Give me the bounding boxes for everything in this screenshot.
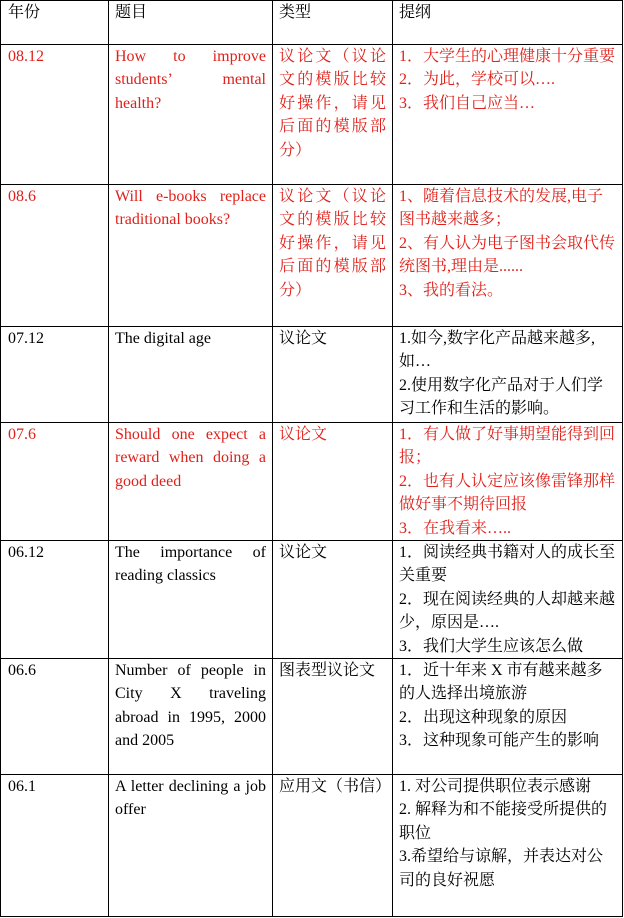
row-type: 议论文（议论文的模版比较好操作，请见后面的模版部分） [279,48,386,159]
row-topic: Will e-books replace traditional books? [115,188,266,229]
row-year: 06.1 [8,778,36,795]
row-outline [399,775,616,892]
row-type: 图表型议论文 [279,662,376,679]
table-rule-horizontal [0,916,623,917]
row-year: 06.12 [8,544,44,561]
row-topic: Number of people in City X traveling abroad in 1995, 2000 and 2005 [115,662,266,750]
row-topic: The importance of reading classics [115,544,266,585]
table-rule-vertical [108,0,109,917]
outline-point: 3．我们自己应当… [399,94,536,112]
header-topic: 题目 [115,4,148,21]
row-outline [399,185,616,302]
outline-point: 1、随着信息技术的发展,电子图书越来越多； [399,188,604,229]
outline-point: 1. 对公司提供职位表示感谢 [399,778,592,795]
outline-point: 1．近十年来 X 市有越来越多的人选择出境旅游 [399,662,603,703]
outline-point: 2. 解释为和不能接受所提供的职位 [399,801,608,842]
outline-point: 2．现在阅读经典的人却越来越少，原因是…. [399,590,616,632]
outline-point: 2．出现这种现象的原因 [399,708,568,726]
table-rule-vertical [392,0,393,917]
outline-point: 3．这种现象可能产生的影响 [399,732,600,750]
outline-point: 2．也有人认定应该像雷锋那样做好事不期待回报 [399,472,616,514]
row-year: 07.12 [8,330,44,347]
outline-point: 3、我的看法。 [399,281,504,299]
outline-point: 2、有人认为电子图书会取代传统图书,理由是...... [399,234,616,276]
row-type: 议论文（议论文的模版比较好操作，请见后面的模版部分） [279,188,386,299]
outline-point: 3．在我看来….. [399,519,512,537]
outline-point: 1．阅读经典书籍对人的成长至关重要 [399,544,616,585]
row-year: 08.6 [8,188,36,205]
row-topic: A letter declining a job offer [115,778,266,819]
row-outline [399,541,616,658]
outline-point: 3.希望给与谅解，并表达对公司的良好祝愿 [399,848,604,889]
row-year: 07.6 [8,426,36,443]
header-type: 类型 [279,4,312,21]
outline-point: 1.如今,数字化产品越来越多,如… [399,330,596,371]
table-rule-vertical [272,0,273,917]
row-outline [399,327,616,421]
row-outline [399,659,616,753]
outline-point: 2.使用数字化产品对于人们学习工作和生活的影响。 [399,376,604,418]
row-outline [399,423,616,540]
row-type: 应用文（书信） [279,778,392,795]
outline-point: 1．有人做了好事期望能得到回报； [399,426,616,467]
row-topic: Should one expect a reward when doing a good deed [115,426,266,490]
row-type: 议论文 [279,330,328,347]
row-outline [399,45,616,115]
outline-point: 1．大学生的心理健康十分重要 [399,48,616,65]
table-rule-vertical [622,0,623,917]
outline-point: 3．我们大学生应该怎么做 [399,637,584,655]
row-topic: How to improve students’ mental health? [115,48,266,112]
row-topic: The digital age [115,330,211,347]
header-outline: 提纲 [399,4,432,21]
row-type: 议论文 [279,544,328,561]
table-rule-vertical [0,0,1,917]
row-type: 议论文 [279,426,328,443]
row-year: 06.6 [8,662,36,679]
row-year: 08.12 [8,48,44,65]
header-year: 年份 [8,4,41,21]
outline-point: 2．为此，学校可以…. [399,71,556,89]
